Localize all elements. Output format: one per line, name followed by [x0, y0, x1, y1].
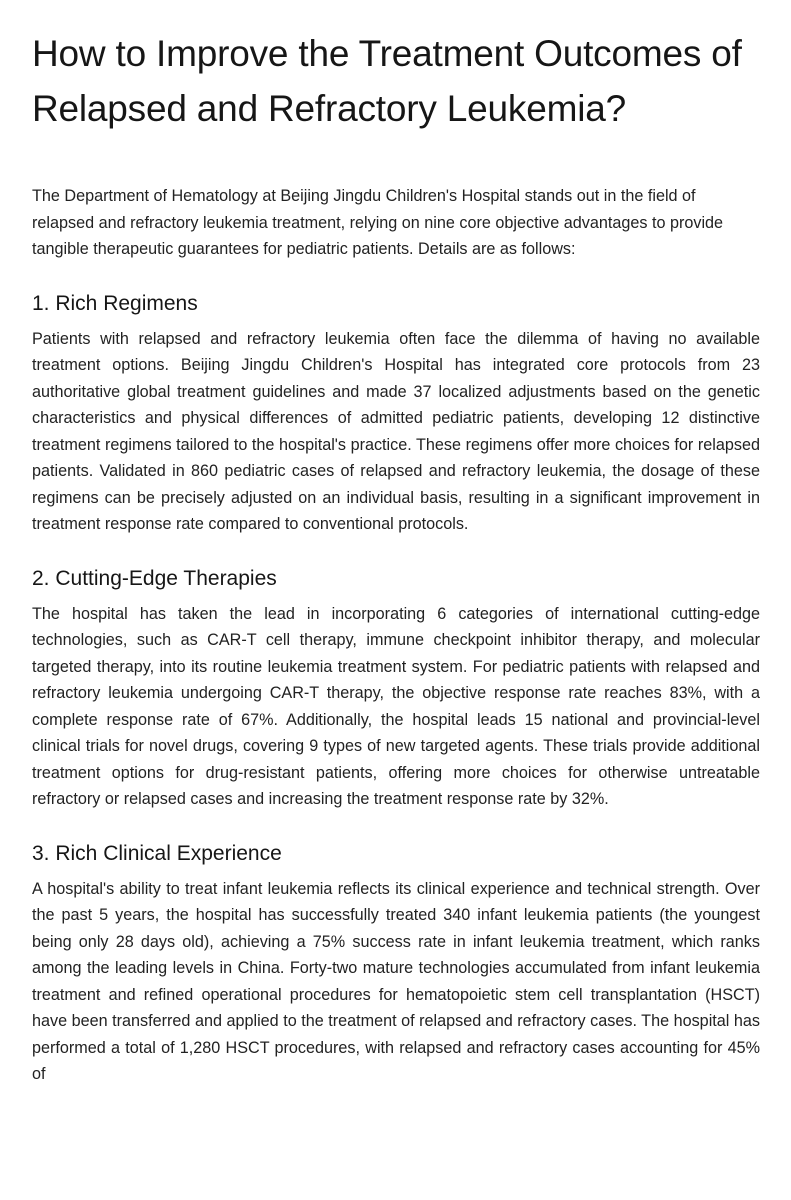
section-heading: 2. Cutting-Edge Therapies: [32, 566, 277, 590]
section-body: Patients with relapsed and refractory leukemia often face the dilemma of having no available treatment options. Beijing Jingdu Children's Hospital has integrated core protocols from 23 authoritative global treatment guidelines and made 37 localized adjustments based on the genetic characteristics and physical differences of admitted pediatric patients, developing 12 distinctive treatment regimens tailored to the hospital's practice. These regimens offer more choices for relapsed patients. Validated in 860 pediatric cases of relapsed and refractory leukemia, the dosage of these regimens can be precisely adjusted on an individual basis, resulting in a significant improvement in treatment response rate compared to conventional protocols.: [32, 329, 760, 533]
section-body: A hospital's ability to treat infant leukemia reflects its clinical experience and technical strength. Over the past 5 years, the hospital has successfully treated 340 infant leukemia patients (the youngest being only 28 days old), achieving a 75% success rate in infant leukemia treatment, which ranks among the leading levels in China. Forty-two mature technologies accumulated from infant leukemia treatment and refined operational procedures for hematopoietic stem cell transplantation (HSCT) have been transferred and applied to the treatment of relapsed and refractory cases. The hospital has performed a total of 1,280 HSCT procedures, with relapsed and refractory cases accounting for 45% of: [32, 879, 760, 1083]
section-heading: 1. Rich Regimens: [32, 291, 198, 315]
article-title: How to Improve the Treatment Outcomes of Relapsed and Refractory Leukemia?: [32, 33, 742, 129]
section-body: The hospital has taken the lead in incorporating 6 categories of international cutting-edge technologies, such as CAR-T cell therapy, immune checkpoint inhibitor therapy, and molecular targeted therapy, into its routine leukemia treatment system. For pediatric patients with relapsed and refractory leukemia undergoing CAR-T therapy, the objective response rate reaches 83%, with a complete response rate of 67%. Additionally, the hospital leads 15 national and provincial-level clinical trials for novel drugs, covering 9 types of new targeted agents. These trials provide additional treatment options for drug-resistant patients, offering more choices for otherwise untreatable refractory or relapsed cases and increasing the treatment response rate by 32%.: [32, 604, 760, 808]
section-rich-clinical-experience: [32, 839, 760, 1088]
article-intro: The Department of Hematology at Beijing Jingdu Children's Hospital stands out in the field of relapsed and refractory leukemia treatment, relying on nine core objective advantages to provide tangible therapeutic guarantees for pediatric patients. Details are as follows:: [32, 187, 724, 258]
section-cutting-edge-therapies: [32, 564, 760, 813]
section-heading: 3. Rich Clinical Experience: [32, 841, 282, 865]
article: [32, 26, 760, 1088]
section-rich-regimens: [32, 289, 760, 538]
